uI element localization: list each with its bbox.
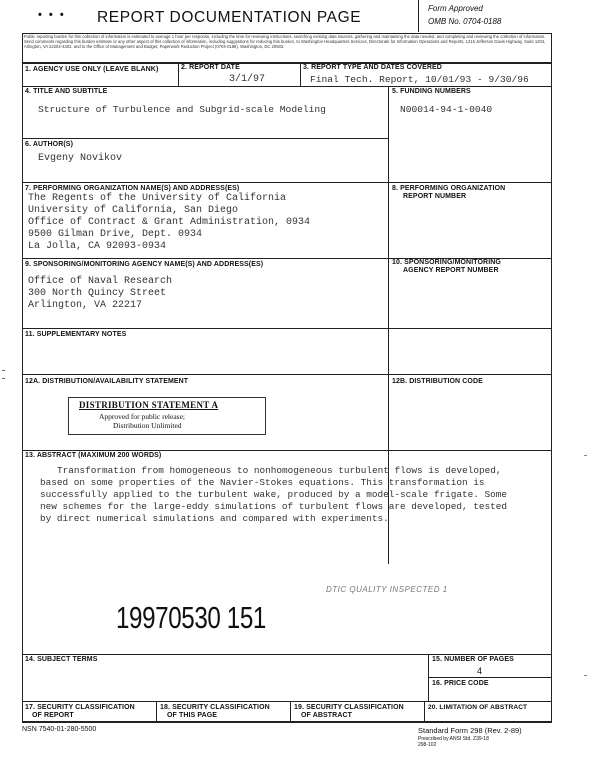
burden-notice: Public reporting burden for this collection of information is estimated to average 1 hour per response, including the time for reviewing instructions, searching existing data sources, gathering and maintaining the data needed, and completing and reviewing the collection of information. Send comments regarding this burden estimate or any other aspect of this collection of information, including suggestions for reducing this burden, to Washington Headquarters Services, Directorate for Information Operations and Reports, 1215 Jefferson Davis Highway, Suite 1204, Arlington, VA 22202-4302, and to the Office of Management and Budget, Paperwork Reduction Project (0704-0188), Washington, DC 20503. (24, 34, 546, 49)
abstract-line: successfully applied to the turbulent wake, produced by a model-scale frigate. Some (40, 489, 507, 500)
subject-terms-label: 14. SUBJECT TERMS (25, 656, 98, 663)
abstract-line: Transformation from homogeneous to nonhomogeneous turbulent flows is developed, (57, 465, 502, 476)
perf-org-line: Office of Contract & Grant Administration, 0934 (28, 217, 311, 228)
limitation-label: 20. LIMITATION OF ABSTRACT (428, 704, 528, 711)
funding-numbers: N00014-94-1-0040 (400, 104, 493, 115)
price-code-label: 16. PRICE CODE (432, 680, 489, 687)
sponsor-line: 300 North Quincy Street (28, 288, 167, 299)
author-name: Evgeny Novikov (38, 153, 123, 164)
omb-number: OMB No. 0704-0188 (428, 17, 502, 26)
security-abstract-label: 19. SECURITY CLASSIFICATION (294, 704, 404, 711)
report-type: Final Tech. Report, 10/01/93 - 9/30/96 (310, 74, 529, 85)
security-report-label: 17. SECURITY CLASSIFICATION (25, 704, 135, 711)
sponsor-report-label: 10. SPONSORING/MONITORING (392, 259, 501, 266)
sponsor-report-label-2: AGENCY REPORT NUMBER (403, 267, 499, 274)
scan-mark (584, 455, 587, 456)
scan-mark (2, 378, 5, 379)
security-page-label-2: OF THIS PAGE (167, 712, 218, 719)
accession-number: 19970530 151 (116, 600, 266, 635)
report-title: Structure of Turbulence and Subgrid-scale Modeling (38, 104, 326, 115)
nsn-number: NSN 7540-01-280-5500 (22, 726, 97, 733)
stamp-line-2: Distribution Unlimited (113, 421, 182, 430)
stamp-line-1: Approved for public release; (99, 412, 186, 421)
perf-org-line: 9500 Gilman Drive, Dept. 0934 (28, 229, 203, 240)
abstract-line: based on some properties of the Navier-Stokes equations. This transformation is (40, 477, 485, 488)
perf-org-line: The Regents of the University of California (28, 193, 287, 204)
distribution-label: 12A. DISTRIBUTION/AVAILABILITY STATEMENT (25, 378, 189, 385)
security-page-label: 18. SECURITY CLASSIFICATION (160, 704, 270, 711)
agency-use-label: 1. AGENCY USE ONLY (LEAVE BLANK) (25, 66, 159, 73)
page-title: REPORT DOCUMENTATION PAGE (97, 9, 362, 26)
prescribed-by: Prescribed by ANSI Std. Z39-18 (418, 736, 489, 742)
perf-report-label-2: REPORT NUMBER (403, 193, 467, 200)
number-of-pages: 4 (477, 666, 483, 676)
number-of-pages-label: 15. NUMBER OF PAGES (432, 656, 514, 663)
report-date: 3/1/97 (229, 74, 266, 85)
distribution-code-label: 12B. DISTRIBUTION CODE (392, 378, 483, 385)
sponsor-line: Office of Naval Research (28, 276, 173, 287)
security-report-label-2: OF REPORT (32, 712, 74, 719)
quality-stamp: DTIC QUALITY INSPECTED 1 (326, 585, 448, 594)
perf-report-label: 8. PERFORMING ORGANIZATION (392, 185, 506, 192)
performing-org-label: 7. PERFORMING ORGANIZATION NAME(S) AND ADDRESS(ES) (25, 185, 240, 192)
corner-mark: • • • (38, 9, 66, 21)
sponsor-line: Arlington, VA 22217 (28, 300, 143, 311)
report-type-label: 3. REPORT TYPE AND DATES COVERED (303, 64, 442, 71)
scan-mark (584, 675, 587, 676)
form-code: 298-102 (418, 742, 437, 748)
standard-form: Standard Form 298 (Rev. 2-89) (418, 726, 522, 735)
author-label: 6. AUTHOR(S) (25, 141, 73, 148)
scan-mark (2, 370, 5, 371)
sponsor-label: 9. SPONSORING/MONITORING AGENCY NAME(S) AND ADDRESS(ES) (25, 261, 264, 268)
security-abstract-label-2: OF ABSTRACT (301, 712, 353, 719)
abstract-label: 13. ABSTRACT (MAXIMUM 200 WORDS) (25, 452, 162, 459)
perf-org-line: La Jolla, CA 92093-0934 (28, 241, 167, 252)
distribution-stamp (68, 397, 266, 435)
abstract-line: by direct numerical simulations and compared with experiments. (40, 513, 389, 524)
title-label: 4. TITLE AND SUBTITLE (25, 88, 108, 95)
report-date-label: 2. REPORT DATE (181, 64, 240, 71)
form-approved: Form Approved (428, 4, 483, 13)
stamp-title: DISTRIBUTION STATEMENT A (79, 400, 219, 410)
perf-org-line: University of California, San Diego (28, 205, 239, 216)
supplementary-notes-label: 11. SUPPLEMENTARY NOTES (25, 331, 127, 338)
funding-label: 5. FUNDING NUMBERS (392, 88, 471, 95)
abstract-line: new schemes for the large-eddy simulations of turbulent flows are developed, tested (40, 501, 507, 512)
